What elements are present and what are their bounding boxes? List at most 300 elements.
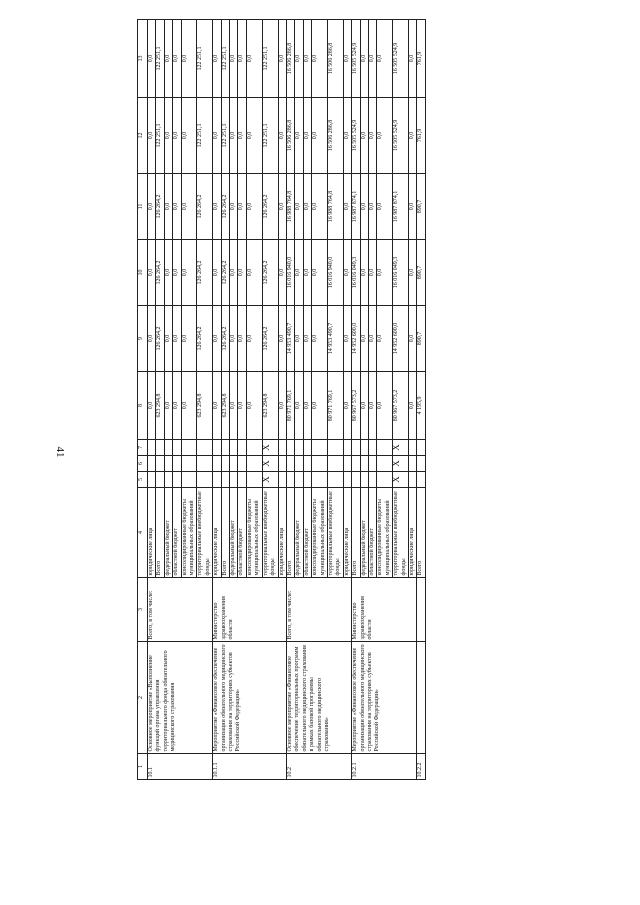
amount-cell: 0,0 (181, 20, 197, 98)
mark-cell (286, 440, 294, 456)
header-cell: 1 (138, 754, 148, 780)
header-cell: 13 (138, 20, 148, 98)
mark-cell (181, 472, 197, 488)
amount-cell: 0,0 (148, 306, 156, 372)
amount-cell: 0,0 (312, 174, 328, 240)
header-cell: 3 (138, 578, 148, 642)
amount-cell: 0,0 (377, 174, 393, 240)
amount-cell: 0,0 (303, 174, 311, 240)
cross-mark: X (391, 444, 402, 451)
mark-cell (230, 472, 238, 488)
amount-cell: 0,0 (181, 98, 197, 174)
amount-cell: 0,0 (246, 306, 262, 372)
funding-source: Всего (417, 488, 425, 578)
amount-cell: 623 294,8 (197, 372, 213, 440)
amount-cell: 0,0 (295, 240, 303, 306)
mark-cell (230, 440, 238, 456)
amount-cell: 0,0 (278, 240, 286, 306)
amount-cell: 0,0 (238, 98, 246, 174)
mark-cell (246, 440, 262, 456)
mark-cell (197, 472, 213, 488)
item-executor: Всего, в том числе: (148, 578, 213, 642)
amount-cell: 0,0 (173, 306, 181, 372)
header-cell: 4 (138, 488, 148, 578)
mark-cell (303, 472, 311, 488)
mark-cell (213, 472, 221, 488)
header-cell: 2 (138, 642, 148, 754)
amount-cell: 126 264,2 (262, 240, 278, 306)
amount-cell: 0,0 (409, 372, 417, 440)
item-title: Мероприятие «Финансовое обеспечение организации обязательного медицинского страхования на территориях субъектов Российской Федерации» (352, 642, 417, 754)
mark-cell (327, 472, 343, 488)
amount-cell: 0,0 (360, 174, 368, 240)
funding-source: областной бюджет (303, 488, 311, 578)
amount-cell: 0,0 (173, 240, 181, 306)
header-cell: 7 (138, 440, 148, 456)
mark-cell (213, 440, 221, 456)
amount-cell: 0,0 (303, 20, 311, 98)
mark-cell (148, 472, 156, 488)
cross-mark: X (391, 460, 402, 467)
item-title: Основное мероприятие «Финансовое обеспечение территориальных программ обязательного медицинского страхования в рамках базовой программы обязательного медицинского страхования» (286, 642, 351, 754)
mark-cell (221, 472, 229, 488)
header-cell: 9 (138, 306, 148, 372)
funding-source: федеральный бюджет (164, 488, 172, 578)
amount-cell: 126 264,2 (197, 174, 213, 240)
table-row (286, 20, 294, 780)
funding-source: юридические лица (278, 488, 286, 578)
mark-cell (417, 456, 425, 472)
mark-cell (352, 472, 360, 488)
amount-cell: 122 251,1 (221, 98, 229, 174)
amount-cell: 122 251,1 (221, 20, 229, 98)
amount-cell: 0,0 (213, 240, 221, 306)
cross-mark: X (391, 476, 402, 483)
amount-cell: 0,0 (343, 306, 351, 372)
amount-cell: 0,0 (360, 98, 368, 174)
amount-cell: 16 506 286,8 (327, 20, 343, 98)
amount-cell: 0,0 (360, 306, 368, 372)
funding-source: федеральный бюджет (295, 488, 303, 578)
funding-source: консолидированные бюджеты муниципальных образований (246, 488, 262, 578)
amount-cell: 0,0 (409, 20, 417, 98)
amount-cell: 4 195,9 (417, 372, 425, 440)
amount-cell: 0,0 (312, 306, 328, 372)
amount-cell: 0,0 (278, 372, 286, 440)
header-cell: 12 (138, 98, 148, 174)
amount-cell: 761,9 (417, 98, 425, 174)
amount-cell: 0,0 (295, 20, 303, 98)
amount-cell: 0,0 (164, 240, 172, 306)
amount-cell: 16 988 764,8 (327, 174, 343, 240)
amount-cell: 890,7 (417, 240, 425, 306)
amount-cell: 890,7 (417, 306, 425, 372)
funding-source: территориальные внебюджетные фонды (197, 488, 213, 578)
item-title: Мероприятие «Финансовое обеспечение организации обязательного медицинского страхования на территориях субъектов Российской Федерации» (213, 642, 287, 754)
amount-cell: 0,0 (148, 372, 156, 440)
amount-cell: 16 016 940,0 (327, 240, 343, 306)
amount-cell: 0,0 (312, 372, 328, 440)
amount-cell: 623 294,8 (221, 372, 229, 440)
header-cell: 11 (138, 174, 148, 240)
amount-cell: 0,0 (148, 20, 156, 98)
budget-table (137, 19, 426, 780)
amount-cell: 122 251,1 (156, 98, 164, 174)
mark-cell (295, 440, 303, 456)
amount-cell: 0,0 (360, 240, 368, 306)
amount-cell: 0,0 (278, 306, 286, 372)
amount-cell: 122 251,1 (197, 98, 213, 174)
amount-cell: 0,0 (181, 174, 197, 240)
amount-cell: 16 988 764,8 (286, 174, 294, 240)
item-number: 10.1.1 (213, 754, 287, 780)
mark-cell (327, 440, 343, 456)
item-title (417, 642, 425, 754)
mark-cell (393, 456, 409, 472)
table-row (213, 20, 221, 780)
mark-cell (368, 456, 376, 472)
mark-cell (409, 472, 417, 488)
amount-cell: 0,0 (230, 174, 238, 240)
funding-source: Всего (156, 488, 164, 578)
amount-cell: 0,0 (303, 98, 311, 174)
amount-cell: 0,0 (230, 372, 238, 440)
mark-cell (343, 456, 351, 472)
amount-cell: 0,0 (173, 174, 181, 240)
amount-cell: 0,0 (343, 98, 351, 174)
amount-cell: 16 016 940,0 (286, 240, 294, 306)
item-title: Основное мероприятие «Выполнение функций органа управления территориального фонда обязательного медицинского страхования (148, 642, 213, 754)
mark-cell (173, 456, 181, 472)
amount-cell: 0,0 (303, 240, 311, 306)
table-row (417, 20, 425, 780)
amount-cell: 0,0 (230, 20, 238, 98)
mark-cell (352, 440, 360, 456)
amount-cell: 0,0 (164, 174, 172, 240)
amount-cell: 0,0 (230, 306, 238, 372)
amount-cell: 0,0 (377, 98, 393, 174)
amount-cell: 0,0 (343, 240, 351, 306)
amount-cell: 0,0 (368, 306, 376, 372)
amount-cell: 890,7 (417, 174, 425, 240)
amount-cell: 0,0 (295, 174, 303, 240)
funding-source: территориальные внебюджетные фонды (393, 488, 409, 578)
amount-cell: 122 251,1 (262, 98, 278, 174)
amount-cell: 0,0 (278, 98, 286, 174)
amount-cell: 0,0 (312, 240, 328, 306)
amount-cell: 126 264,2 (156, 306, 164, 372)
mark-cell (360, 472, 368, 488)
funding-source: консолидированные бюджеты муниципальных образований (377, 488, 393, 578)
item-executor: Министерство здравоохранения области (352, 578, 417, 642)
funding-source: юридические лица (213, 488, 221, 578)
amount-cell: 16 987 874,1 (393, 174, 409, 240)
mark-cell (262, 472, 278, 488)
amount-cell: 126 264,2 (156, 174, 164, 240)
mark-cell (343, 472, 351, 488)
mark-cell (303, 456, 311, 472)
mark-cell (230, 456, 238, 472)
amount-cell: 0,0 (213, 372, 221, 440)
mark-cell (286, 472, 294, 488)
funding-source: территориальные внебюджетные фонды (327, 488, 343, 578)
amount-cell: 16 016 049,3 (352, 240, 360, 306)
amount-cell: 0,0 (164, 372, 172, 440)
amount-cell: 0,0 (148, 174, 156, 240)
amount-cell: 16 505 524,9 (393, 20, 409, 98)
amount-cell: 761,9 (417, 20, 425, 98)
amount-cell: 0,0 (246, 98, 262, 174)
amount-cell: 16 506 286,8 (327, 98, 343, 174)
funding-source: консолидированные бюджеты муниципальных образований (181, 488, 197, 578)
amount-cell: 0,0 (303, 372, 311, 440)
amount-cell: 126 264,2 (221, 306, 229, 372)
amount-cell: 0,0 (238, 20, 246, 98)
amount-cell: 0,0 (360, 372, 368, 440)
amount-cell: 0,0 (246, 174, 262, 240)
amount-cell: 0,0 (295, 306, 303, 372)
amount-cell: 0,0 (148, 240, 156, 306)
amount-cell: 0,0 (246, 372, 262, 440)
amount-cell: 0,0 (173, 20, 181, 98)
table-row (352, 20, 360, 780)
mark-cell (221, 456, 229, 472)
amount-cell: 0,0 (230, 98, 238, 174)
amount-cell: 0,0 (343, 174, 351, 240)
amount-cell: 126 264,2 (197, 306, 213, 372)
funding-source: федеральный бюджет (360, 488, 368, 578)
amount-cell: 0,0 (164, 306, 172, 372)
cross-mark: X (260, 444, 271, 451)
funding-source: федеральный бюджет (230, 488, 238, 578)
mark-cell (295, 456, 303, 472)
mark-cell (278, 472, 286, 488)
mark-cell (173, 440, 181, 456)
funding-source: юридические лица (343, 488, 351, 578)
item-number: 10.2.1 (352, 754, 417, 780)
amount-cell: 0,0 (238, 240, 246, 306)
amount-cell: 122 251,1 (262, 20, 278, 98)
amount-cell: 0,0 (343, 372, 351, 440)
header-cell: 10 (138, 240, 148, 306)
amount-cell: 0,0 (343, 20, 351, 98)
mark-cell (368, 472, 376, 488)
mark-cell (262, 456, 278, 472)
mark-cell (409, 456, 417, 472)
amount-cell: 0,0 (246, 240, 262, 306)
mark-cell (238, 472, 246, 488)
amount-cell: 126 264,2 (221, 174, 229, 240)
amount-cell: 0,0 (368, 240, 376, 306)
mark-cell (197, 456, 213, 472)
amount-cell: 0,0 (312, 20, 328, 98)
amount-cell: 0,0 (230, 240, 238, 306)
mark-cell (164, 472, 172, 488)
funding-source: Всего (221, 488, 229, 578)
mark-cell (246, 456, 262, 472)
amount-cell: 0,0 (409, 98, 417, 174)
amount-cell: 0,0 (164, 98, 172, 174)
page-number: 41 (54, 446, 66, 458)
table-body (138, 20, 426, 780)
mark-cell (148, 440, 156, 456)
amount-cell: 0,0 (148, 98, 156, 174)
mark-cell (164, 456, 172, 472)
mark-cell (278, 440, 286, 456)
header-cell: 6 (138, 456, 148, 472)
mark-cell (156, 472, 164, 488)
amount-cell: 0,0 (173, 98, 181, 174)
amount-cell: 0,0 (181, 372, 197, 440)
header-row (138, 20, 148, 780)
amount-cell: 0,0 (368, 372, 376, 440)
amount-cell: 0,0 (303, 306, 311, 372)
funding-source: консолидированные бюджеты муниципальных образований (312, 488, 328, 578)
amount-cell: 122 251,1 (197, 20, 213, 98)
amount-cell: 16 506 286,8 (286, 20, 294, 98)
amount-cell: 126 264,2 (156, 240, 164, 306)
funding-source: областной бюджет (368, 488, 376, 578)
amount-cell: 0,0 (377, 240, 393, 306)
amount-cell: 0,0 (368, 20, 376, 98)
mark-cell (238, 440, 246, 456)
cross-mark: X (260, 460, 271, 467)
mark-cell (213, 456, 221, 472)
mark-cell (312, 456, 328, 472)
mark-cell (181, 456, 197, 472)
amount-cell: 126 264,2 (262, 306, 278, 372)
mark-cell (409, 440, 417, 456)
amount-cell: 0,0 (213, 20, 221, 98)
mark-cell (368, 440, 376, 456)
amount-cell: 16 505 524,9 (352, 20, 360, 98)
amount-cell: 0,0 (368, 174, 376, 240)
amount-cell: 0,0 (278, 20, 286, 98)
amount-cell: 14 953 490,7 (286, 306, 294, 372)
table-row (148, 20, 156, 780)
amount-cell: 0,0 (246, 20, 262, 98)
amount-cell: 16 506 286,8 (286, 98, 294, 174)
amount-cell: 623 294,8 (262, 372, 278, 440)
amount-cell: 16 505 524,9 (352, 98, 360, 174)
amount-cell: 0,0 (377, 372, 393, 440)
mark-cell (343, 440, 351, 456)
mark-cell (360, 456, 368, 472)
header-cell: 5 (138, 472, 148, 488)
funding-source: юридические лица (148, 488, 156, 578)
item-executor: Всего, в том числе: (286, 578, 351, 642)
mark-cell (197, 440, 213, 456)
amount-cell: 16 016 049,3 (393, 240, 409, 306)
item-number: 10.1 (148, 754, 213, 780)
amount-cell: 80 967 573,2 (352, 372, 360, 440)
amount-cell: 80 971 769,1 (286, 372, 294, 440)
amount-cell: 126 264,2 (197, 240, 213, 306)
amount-cell: 0,0 (409, 174, 417, 240)
amount-cell: 122 251,1 (156, 20, 164, 98)
funding-source: Всего (352, 488, 360, 578)
amount-cell: 0,0 (377, 20, 393, 98)
amount-cell: 0,0 (368, 98, 376, 174)
cross-mark: X (260, 476, 271, 483)
funding-source: областной бюджет (238, 488, 246, 578)
item-number: 10.2.2 (417, 754, 425, 780)
amount-cell: 0,0 (213, 98, 221, 174)
amount-cell: 0,0 (164, 20, 172, 98)
mark-cell (148, 456, 156, 472)
rotated-table-wrapper (137, 40, 587, 780)
mark-cell (246, 472, 262, 488)
mark-cell (164, 440, 172, 456)
item-executor (417, 578, 425, 642)
funding-source: юридические лица (409, 488, 417, 578)
mark-cell (312, 472, 328, 488)
amount-cell: 0,0 (360, 20, 368, 98)
amount-cell: 14 952 600,0 (352, 306, 360, 372)
amount-cell: 0,0 (377, 306, 393, 372)
amount-cell: 0,0 (409, 240, 417, 306)
amount-cell: 80 971 769,1 (327, 372, 343, 440)
amount-cell: 126 264,2 (262, 174, 278, 240)
mark-cell (360, 440, 368, 456)
funding-source: областной бюджет (173, 488, 181, 578)
mark-cell (312, 440, 328, 456)
amount-cell: 16 505 524,9 (393, 98, 409, 174)
amount-cell: 0,0 (173, 372, 181, 440)
mark-cell (417, 440, 425, 456)
mark-cell (262, 440, 278, 456)
mark-cell (295, 472, 303, 488)
mark-cell (278, 456, 286, 472)
mark-cell (238, 456, 246, 472)
amount-cell: 0,0 (295, 98, 303, 174)
header-cell: 8 (138, 372, 148, 440)
amount-cell: 0,0 (213, 174, 221, 240)
amount-cell: 0,0 (213, 306, 221, 372)
funding-source: Всего (286, 488, 294, 578)
amount-cell: 14 953 490,7 (327, 306, 343, 372)
item-number: 10.2 (286, 754, 351, 780)
amount-cell: 0,0 (238, 174, 246, 240)
amount-cell: 0,0 (278, 174, 286, 240)
mark-cell (286, 456, 294, 472)
mark-cell (173, 472, 181, 488)
amount-cell: 16 987 874,1 (352, 174, 360, 240)
mark-cell (417, 472, 425, 488)
mark-cell (181, 440, 197, 456)
amount-cell: 0,0 (409, 306, 417, 372)
amount-cell: 0,0 (181, 240, 197, 306)
amount-cell: 0,0 (238, 372, 246, 440)
mark-cell (221, 440, 229, 456)
amount-cell: 14 952 600,0 (393, 306, 409, 372)
mark-cell (327, 456, 343, 472)
amount-cell: 0,0 (238, 306, 246, 372)
mark-cell (352, 456, 360, 472)
amount-cell: 0,0 (312, 98, 328, 174)
amount-cell: 0,0 (295, 372, 303, 440)
mark-cell (393, 440, 409, 456)
amount-cell: 80 967 573,2 (393, 372, 409, 440)
mark-cell (393, 472, 409, 488)
amount-cell: 623 294,8 (156, 372, 164, 440)
amount-cell: 0,0 (181, 306, 197, 372)
mark-cell (156, 440, 164, 456)
amount-cell: 126 264,2 (221, 240, 229, 306)
mark-cell (156, 456, 164, 472)
mark-cell (303, 440, 311, 456)
item-executor: Министерство здравоохранения области (213, 578, 287, 642)
